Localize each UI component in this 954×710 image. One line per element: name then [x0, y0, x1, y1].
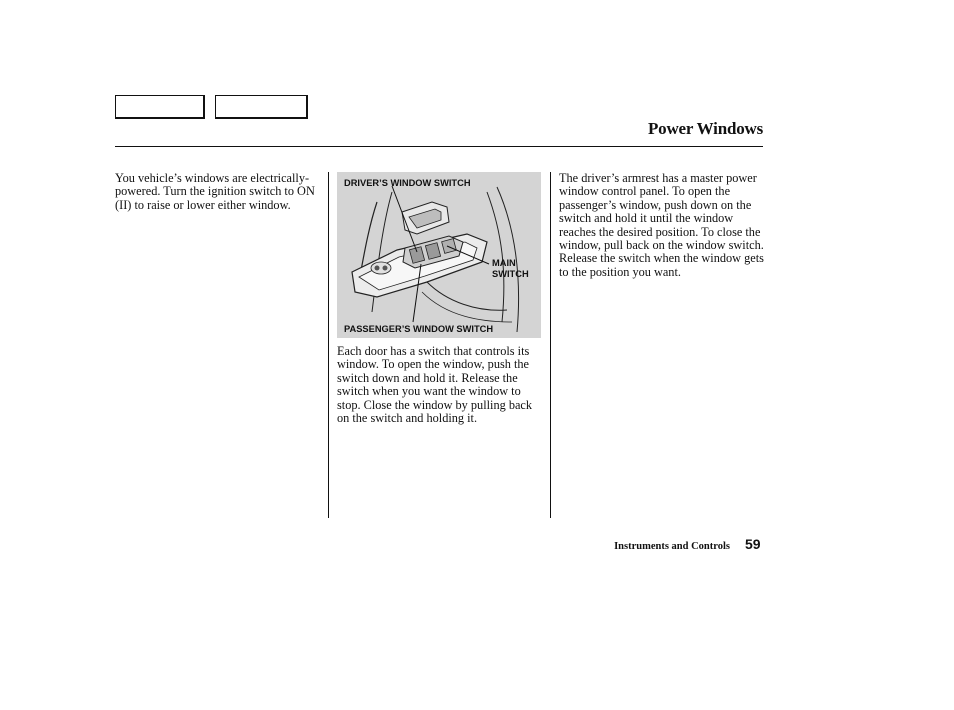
footer-section-title: Instruments and Controls — [614, 541, 730, 552]
main-switch-label — [492, 258, 529, 279]
master-panel-paragraph: The driver’s armrest has a master power window control panel. To open the passenger’s window, push down on the switch and hold it until the window reaches the desired position. To close the window, pull back on the window switch. Release the switch when the window gets to the position you want. — [559, 171, 764, 279]
title-rule — [115, 146, 763, 147]
main-switch-label-line1: MAIN — [492, 258, 516, 268]
nav-tab-previous[interactable] — [115, 95, 205, 119]
intro-paragraph: You vehicle’s windows are electrically-powered. Turn the ignition switch to ON (II) to raise or lower either window. — [115, 171, 315, 212]
door-switch-paragraph: Each door has a switch that controls its window. To open the window, push the switch down and hold it. Release the switch when you want the window to stop. Close the window by pulling back on the switch and holding it. — [337, 344, 533, 426]
nav-tab-next[interactable] — [215, 95, 308, 119]
column-divider — [550, 172, 551, 518]
page-number: 59 — [745, 536, 761, 552]
page-title: Power Windows — [647, 119, 763, 138]
door-armrest-drawing — [337, 172, 541, 338]
column-divider — [328, 172, 329, 518]
window-switch-illustration — [337, 172, 541, 338]
main-switch-label-line2: SWITCH — [492, 268, 529, 279]
passenger-switch-label: PASSENGER’S WINDOW SWITCH — [344, 324, 494, 334]
driver-switch-label: DRIVER’S WINDOW SWITCH — [344, 178, 471, 188]
